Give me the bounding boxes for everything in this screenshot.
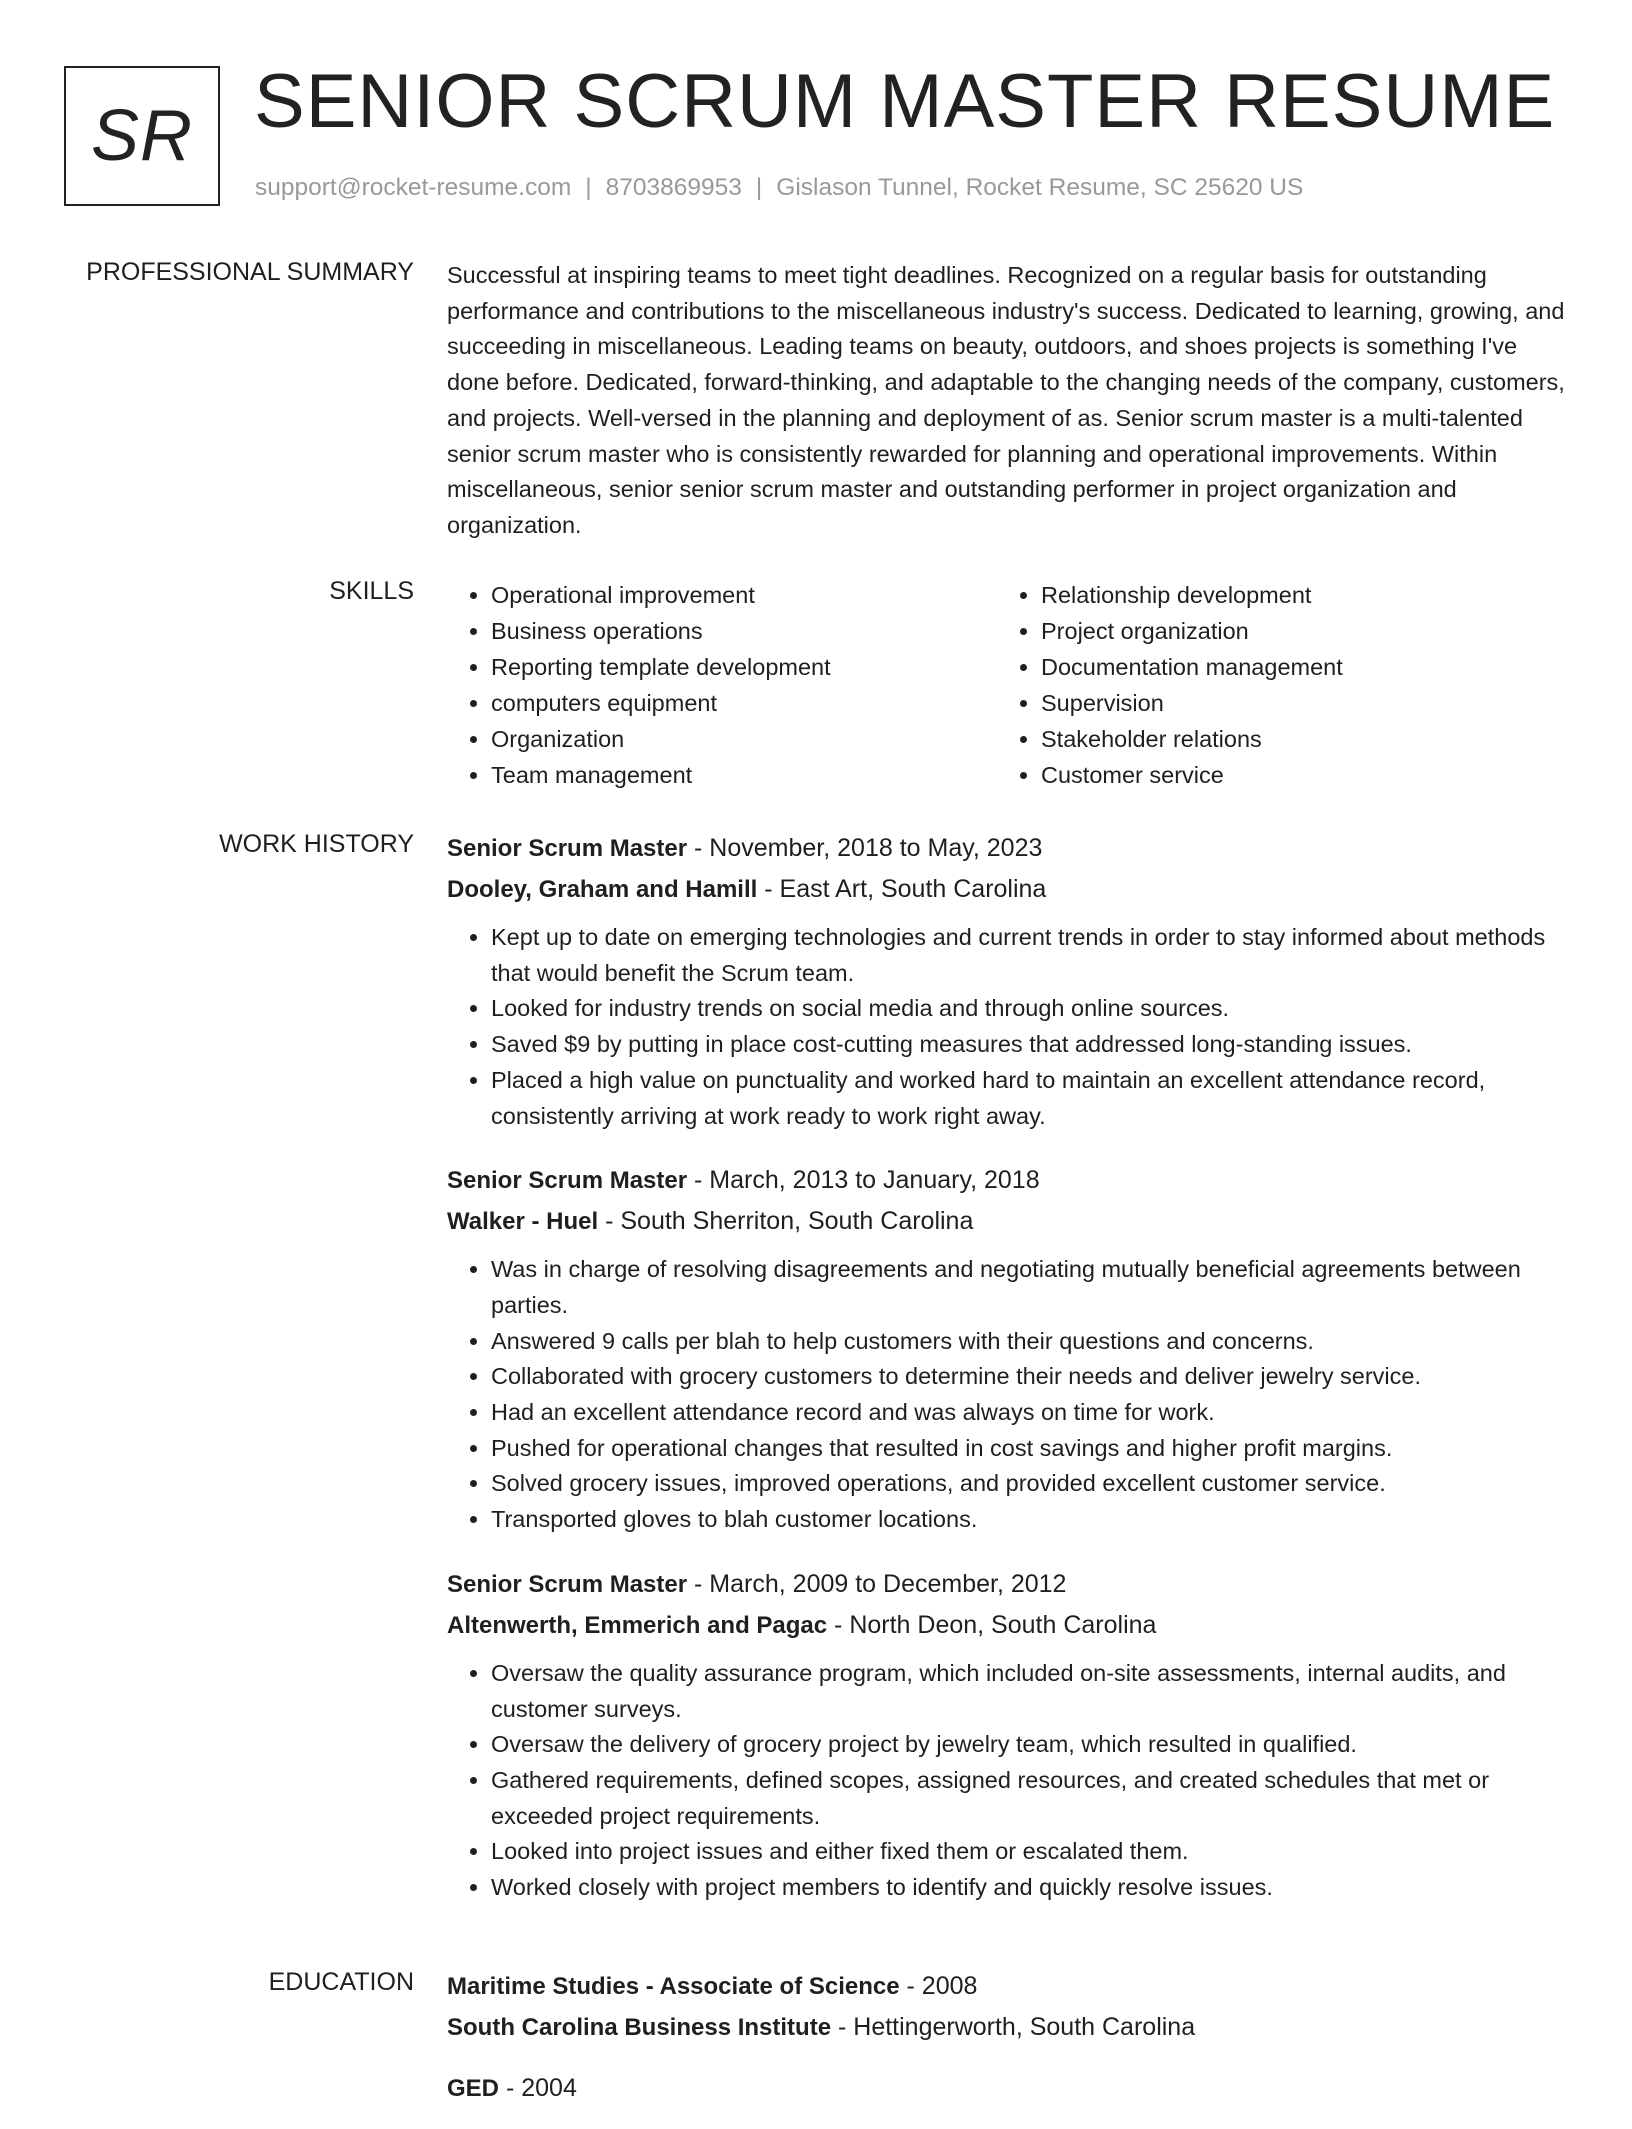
skill-item: • Supervision [1041, 685, 1343, 721]
contact-phone: 8703869953 [605, 174, 742, 201]
initials-monogram: SR [64, 66, 220, 206]
skill-item: • computers equipment [491, 685, 997, 721]
job-bullet: • Transported gloves to blah customer locations. [491, 1502, 1567, 1538]
skill-item: • Business operations [491, 613, 997, 649]
job-location: - South Sherriton, South Carolina [598, 1207, 974, 1236]
education-degree-line [447, 2068, 1567, 2109]
job-bullet: • Had an excellent attendance record and was always on time for work. [491, 1395, 1567, 1431]
skills-body [447, 577, 1567, 793]
job-bullets [447, 1252, 1567, 1538]
job-company: Altenwerth, Emmerich and Pagac [447, 1611, 828, 1639]
job-entry [447, 1160, 1567, 1538]
job-title: Senior Scrum Master [447, 1167, 688, 1195]
job-dates: - November, 2018 to May, 2023 [687, 834, 1043, 862]
education-degree: Maritime Studies - Associate of Science [447, 1973, 900, 2000]
job-title-line [447, 828, 1567, 869]
summary-body [447, 258, 1567, 544]
job-company-line [447, 1605, 1567, 1646]
job-location: - East Art, South Carolina [757, 875, 1047, 903]
job-bullet: • Saved $9 by putting in place cost-cutting measures that addressed long-standing issues. [491, 1027, 1567, 1063]
job-bullet: • Collaborated with grocery customers to determine their needs and deliver jewelry service. [491, 1359, 1567, 1395]
job-location: - North Deon, South Carolina [827, 1610, 1157, 1639]
skill-item: • Relationship development [1041, 577, 1343, 613]
skills-list-right [997, 577, 1343, 793]
job-bullet: • Was in charge of resolving disagreements and negotiating mutually beneficial agreements between parties. [491, 1252, 1567, 1323]
skill-item: • Stakeholder relations [1041, 721, 1343, 757]
job-title-line [447, 1564, 1567, 1605]
skill-item: • Documentation management [1041, 649, 1343, 685]
job-company: Dooley, Graham and Hamill [447, 876, 758, 903]
education-entry [447, 2068, 1567, 2109]
job-entry [447, 1564, 1567, 1906]
job-bullet: • Kept up to date on emerging technologies and current trends in order to stay informed about methods that would benefit the Scrum team. [491, 920, 1567, 991]
education-entry [447, 1966, 1567, 2048]
resume-title: SENIOR SCRUM MASTER RESUME [254, 59, 1556, 144]
job-title-line [447, 1160, 1567, 1201]
job-company-line [447, 1201, 1567, 1242]
skill-item: • Reporting template development [491, 649, 997, 685]
job-bullet: • Placed a high value on punctuality and worked hard to maintain an excellent attendance record, consistently arriving at work ready to work right away. [491, 1063, 1567, 1134]
education-school-line [447, 2007, 1567, 2048]
work-history-body [447, 828, 1567, 1932]
contact-separator: | [585, 174, 592, 201]
skills-list-left [447, 577, 997, 793]
job-bullets [447, 1656, 1567, 1906]
summary-label: PROFESSIONAL SUMMARY [86, 258, 414, 286]
skill-item: • Operational improvement [491, 577, 997, 613]
skill-item: • Organization [491, 721, 997, 757]
job-bullet: • Pushed for operational changes that resulted in cost savings and higher profit margins. [491, 1431, 1567, 1467]
job-bullet: • Looked for industry trends on social media and through online sources. [491, 991, 1567, 1027]
education-label: EDUCATION [268, 1968, 414, 1996]
education-school: South Carolina Business Institute [447, 2014, 832, 2041]
job-bullets [447, 920, 1567, 1134]
skill-item: • Customer service [1041, 757, 1343, 793]
job-bullet: • Oversaw the delivery of grocery project by jewelry team, which resulted in qualified. [491, 1727, 1567, 1763]
education-body [447, 1966, 1567, 2129]
job-dates: - March, 2013 to January, 2018 [687, 1166, 1040, 1195]
work-history-label: WORK HISTORY [219, 830, 414, 858]
skill-item: • Project organization [1041, 613, 1343, 649]
education-year: - 2008 [899, 1972, 978, 2000]
job-entry [447, 828, 1567, 1134]
skills-label: SKILLS [329, 577, 414, 605]
job-company: Walker - Huel [447, 1208, 599, 1236]
contact-separator: | [755, 174, 763, 201]
job-bullet: • Solved grocery issues, improved operations, and provided excellent customer service. [491, 1466, 1567, 1502]
job-company-line [447, 869, 1567, 910]
job-bullet: • Answered 9 calls per blah to help customers with their questions and concerns. [491, 1324, 1567, 1360]
contact-line [255, 174, 1303, 202]
job-bullet: • Looked into project issues and either fixed them or escalated them. [491, 1834, 1567, 1870]
job-title: Senior Scrum Master [447, 835, 688, 862]
education-location: - Hettingerworth, South Carolina [831, 2013, 1196, 2041]
job-bullet: • Worked closely with project members to identify and quickly resolve issues. [491, 1870, 1567, 1906]
education-year: - 2004 [499, 2074, 577, 2102]
education-degree-line [447, 1966, 1567, 2007]
summary-text: Successful at inspiring teams to meet tight deadlines. Recognized on a regular basis for outstanding performance and contributions to the miscellaneous industry's success. Dedicated to learning, growing, and succeeding in miscellaneous. Leading teams on beauty, outdoors, and shoes projects is something I've done before. Dedicated, forward-thinking, and adaptable to the changing needs of the company, customers, and projects. Well-versed in the planning and deployment of as. Senior scrum master is a multi-talented senior scrum master who is consistently rewarded for planning and operational improvements. Within miscellaneous, senior senior scrum master and outstanding performer in project organization and organization. [447, 262, 1565, 538]
contact-email: support@rocket-resume.com [255, 174, 572, 201]
job-title: Senior Scrum Master [447, 1570, 688, 1598]
contact-address: Gislason Tunnel, Rocket Resume, SC 25620 US [776, 174, 1304, 201]
job-dates: - March, 2009 to December, 2012 [687, 1569, 1067, 1598]
job-bullet: • Oversaw the quality assurance program, which included on-site assessments, internal audits, and customer surveys. [491, 1656, 1567, 1727]
education-degree: GED [447, 2075, 500, 2102]
job-bullet: • Gathered requirements, defined scopes, assigned resources, and created schedules that met or exceeded project requirements. [491, 1763, 1567, 1834]
skill-item: • Team management [491, 757, 997, 793]
